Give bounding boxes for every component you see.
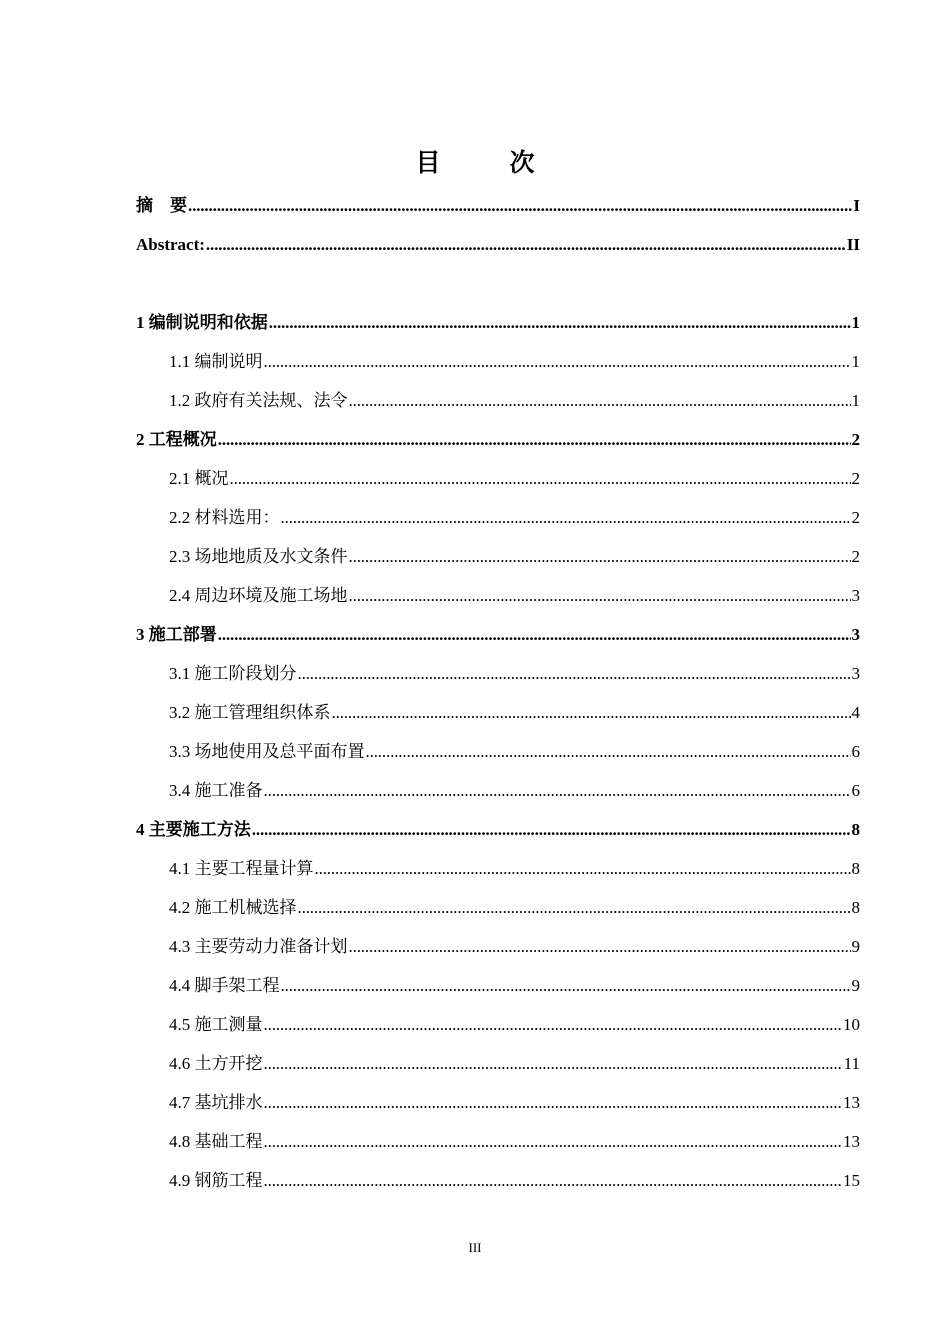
toc-page: 2 bbox=[851, 469, 860, 488]
toc-leader bbox=[349, 383, 851, 419]
toc-entry-3-2[interactable] bbox=[136, 695, 860, 734]
toc-label: 4.7 基坑排水 bbox=[169, 1093, 263, 1112]
toc-entry-1-1[interactable] bbox=[136, 344, 860, 383]
toc-entry-4-2[interactable] bbox=[136, 890, 860, 929]
toc-label: 3.1 施工阶段划分 bbox=[169, 664, 297, 683]
toc-page: 13 bbox=[843, 1132, 860, 1151]
toc-label: 2 工程概况 bbox=[136, 430, 217, 449]
toc-label: 4.5 施工测量 bbox=[169, 1015, 263, 1034]
toc-leader bbox=[298, 890, 851, 926]
toc-label: 3 施工部署 bbox=[136, 625, 217, 644]
toc-label: 3.3 场地使用及总平面布置 bbox=[169, 742, 365, 761]
toc-label: 4.9 钢筋工程 bbox=[169, 1171, 263, 1190]
toc-leader bbox=[264, 773, 851, 809]
toc-label: 3.4 施工准备 bbox=[169, 781, 263, 800]
toc-page: 3 bbox=[851, 664, 860, 683]
toc-entry-4-8[interactable] bbox=[136, 1124, 860, 1163]
toc-leader bbox=[188, 188, 852, 224]
toc-page: 4 bbox=[851, 703, 860, 722]
toc-leader bbox=[349, 929, 851, 965]
toc-entry-3-4[interactable] bbox=[136, 773, 860, 812]
toc-leader bbox=[315, 851, 851, 887]
toc-label: 4.2 施工机械选择 bbox=[169, 898, 297, 917]
toc-page: 8 bbox=[851, 898, 860, 917]
toc-entry-4[interactable] bbox=[136, 812, 860, 851]
toc-entry-abstract-en[interactable] bbox=[136, 227, 860, 266]
toc-entry-4-3[interactable] bbox=[136, 929, 860, 968]
toc-leader bbox=[206, 227, 846, 263]
toc-entry-1[interactable] bbox=[136, 305, 860, 344]
toc-leader bbox=[264, 1085, 843, 1121]
toc-label: 3.2 施工管理组织体系 bbox=[169, 703, 331, 722]
toc-page: 8 bbox=[851, 820, 860, 839]
toc-label: 1 编制说明和依据 bbox=[136, 313, 268, 332]
toc-label: 2.1 概况 bbox=[169, 469, 229, 488]
footer-page-number: III bbox=[468, 1240, 482, 1255]
toc-entry-4-6[interactable] bbox=[136, 1046, 860, 1085]
toc-label: 4.3 主要劳动力准备计划 bbox=[169, 937, 348, 956]
toc-leader bbox=[332, 695, 851, 731]
toc-entry-4-4[interactable] bbox=[136, 968, 860, 1007]
toc-label: 1.2 政府有关法规、法令 bbox=[169, 391, 348, 410]
toc-leader bbox=[349, 539, 851, 575]
toc-page: II bbox=[846, 235, 860, 254]
toc-entry-3-1[interactable] bbox=[136, 656, 860, 695]
toc-leader bbox=[264, 1046, 843, 1082]
toc-page: 13 bbox=[843, 1093, 860, 1112]
toc-entry-3-3[interactable] bbox=[136, 734, 860, 773]
toc-page: 9 bbox=[851, 976, 860, 995]
toc-entry-4-9[interactable] bbox=[136, 1163, 860, 1202]
toc-label: 摘 要 bbox=[136, 196, 187, 215]
toc-entry-4-5[interactable] bbox=[136, 1007, 860, 1046]
toc-page: 1 bbox=[851, 352, 860, 371]
toc-label: 4.8 基础工程 bbox=[169, 1132, 263, 1151]
toc-leader bbox=[264, 1124, 843, 1160]
toc-entry-3[interactable] bbox=[136, 617, 860, 656]
toc-leader bbox=[218, 617, 851, 653]
toc-page: 3 bbox=[851, 586, 860, 605]
table-of-contents bbox=[136, 188, 860, 1202]
toc-entry-4-1[interactable] bbox=[136, 851, 860, 890]
toc-entry-2[interactable] bbox=[136, 422, 860, 461]
toc-spacer bbox=[136, 266, 860, 305]
toc-page: 6 bbox=[851, 742, 860, 761]
toc-page: 3 bbox=[851, 625, 860, 644]
toc-entry-2-3[interactable] bbox=[136, 539, 860, 578]
toc-label: 2.4 周边环境及施工场地 bbox=[169, 586, 348, 605]
toc-leader bbox=[264, 1007, 843, 1043]
toc-entry-1-2[interactable] bbox=[136, 383, 860, 422]
toc-label: 2.3 场地地质及水文条件 bbox=[169, 547, 348, 566]
toc-page: 2 bbox=[851, 547, 860, 566]
toc-page: 15 bbox=[843, 1171, 860, 1190]
toc-leader bbox=[298, 656, 851, 692]
toc-entry-2-4[interactable] bbox=[136, 578, 860, 617]
toc-page: I bbox=[853, 196, 860, 215]
toc-leader bbox=[218, 422, 851, 458]
toc-label: 2.2 材料选用： bbox=[169, 508, 280, 527]
toc-entry-abstract-cn[interactable] bbox=[136, 188, 860, 227]
toc-page: 1 bbox=[851, 313, 860, 332]
toc-entry-2-2[interactable] bbox=[136, 500, 860, 539]
toc-page: 8 bbox=[851, 859, 860, 878]
toc-page: 2 bbox=[851, 430, 860, 449]
toc-page: 1 bbox=[851, 391, 860, 410]
page-title: 目 次 bbox=[415, 150, 557, 177]
toc-entry-4-7[interactable] bbox=[136, 1085, 860, 1124]
toc-leader bbox=[269, 305, 851, 341]
toc-page: 9 bbox=[851, 937, 860, 956]
toc-label: 4 主要施工方法 bbox=[136, 820, 251, 839]
toc-label: Abstract: bbox=[136, 235, 205, 254]
toc-leader bbox=[349, 578, 851, 614]
toc-page: 10 bbox=[843, 1015, 860, 1034]
toc-label: 1.1 编制说明 bbox=[169, 352, 263, 371]
toc-leader bbox=[264, 1163, 843, 1199]
toc-label: 4.4 脚手架工程 bbox=[169, 976, 280, 995]
toc-label: 4.1 主要工程量计算 bbox=[169, 859, 314, 878]
toc-leader bbox=[264, 344, 851, 380]
toc-leader bbox=[366, 734, 851, 770]
toc-label: 4.6 土方开挖 bbox=[169, 1054, 263, 1073]
toc-leader bbox=[230, 461, 851, 497]
toc-leader bbox=[281, 500, 851, 536]
toc-page: 2 bbox=[851, 508, 860, 527]
toc-page: 6 bbox=[851, 781, 860, 800]
toc-entry-2-1[interactable] bbox=[136, 461, 860, 500]
toc-leader bbox=[252, 812, 851, 848]
toc-page: 11 bbox=[843, 1054, 860, 1073]
toc-leader bbox=[281, 968, 851, 1004]
